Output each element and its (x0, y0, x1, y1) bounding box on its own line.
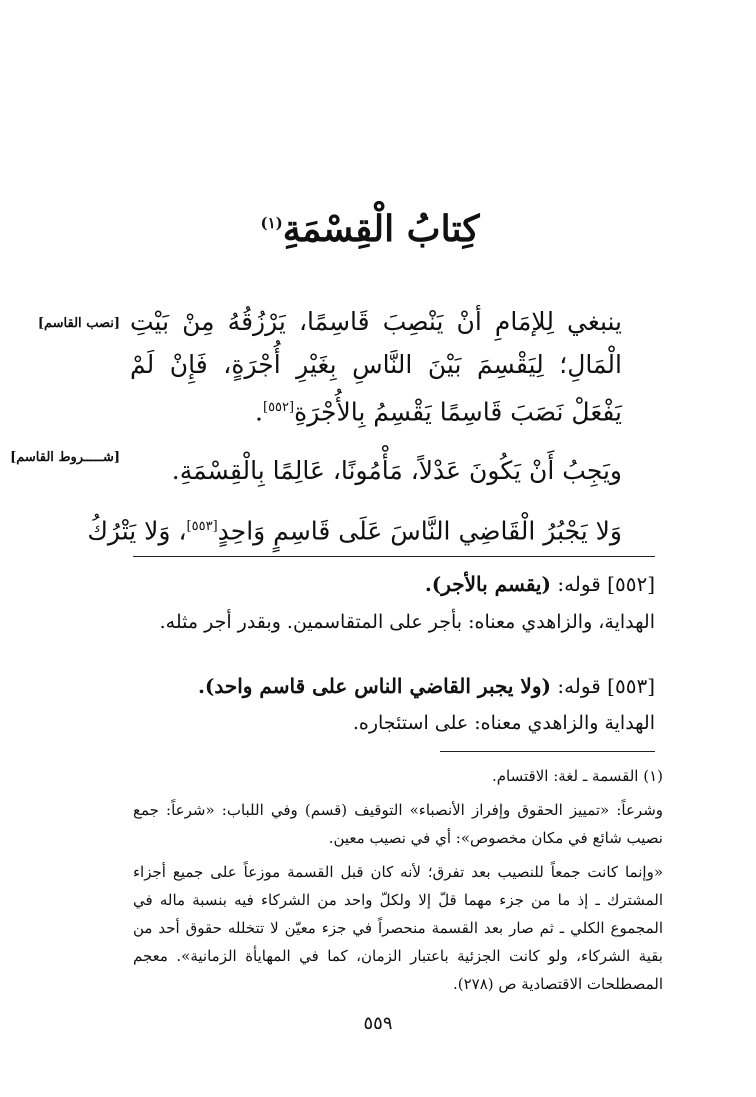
commentary-prefix: قوله: (557, 572, 601, 596)
title-text: كِتابُ الْقِسْمَةِ (282, 208, 480, 250)
paragraph-appointing-divider (130, 300, 622, 433)
footnote-divider (440, 751, 655, 752)
footnote-1-definition: (١) القسمة ـ لغة: الاقتسام. (492, 767, 663, 785)
paragraph-text: ينبغي لِلإمَامِ أنْ يَنْصِبَ قَاسِمًا، يَرْزُقُهُ مِنْ بَيْتِ الْمَالِ؛ لِيَقْسِمَ بَيْنَ النَّاسِ بِغَيْرِ أُجْرَةٍ، فَإِنْ لَمْ يَفْعَلْ نَصَبَ قَاسِمًا يَقْسِمُ بِالأُجْرَةِ (130, 307, 622, 427)
commentary-heading-552 (133, 568, 655, 600)
paragraph-text: وَلا يَجْبُرُ الْقَاضِي النَّاسَ عَلَى قَاسِمٍ وَاحِدٍ (217, 516, 622, 546)
paragraph-divider-conditions: ويَجِبُ أَنْ يَكُونَ عَدْلاً، مَأْمُونًا، عَالِمًا بِالْقِسْمَةِ. (171, 456, 622, 485)
commentary-heading-553 (133, 670, 655, 702)
paragraph-tail: ، وَلا يَتْرُكُ (87, 516, 187, 546)
commentary-body-553: الهداية والزاهدي معناه: على استئجاره. (352, 712, 655, 734)
commentary-ref: [٥٥٢] (263, 400, 295, 415)
margin-note-appointing-divider: [نصب القاسم] (37, 316, 120, 331)
commentary-prefix: قوله: (557, 674, 601, 698)
commentary-ref: [٥٥٣] (186, 519, 218, 534)
paragraph-no-compulsion (87, 505, 622, 553)
commentary-number: [٥٥٢] (607, 572, 655, 596)
page-number: ٥٥٩ (363, 1013, 393, 1034)
title-footnote-marker: (١) (260, 214, 283, 232)
commentary-body-552: الهداية، والزاهدي معناه: بأجر على المتقاسمين. وبقدر أجر مثله. (159, 611, 655, 633)
margin-note-divider-conditions: [شـــــروط القاسم] (10, 450, 120, 465)
commentary-number: [٥٥٣] (607, 674, 655, 698)
text-divider (133, 556, 655, 557)
commentary-quote: (يقسم بالأجر). (424, 572, 551, 596)
book-title (150, 208, 590, 250)
paragraph-end: . (255, 397, 263, 427)
footnote-1-legal-definition: وشرعاً: «تمييز الحقوق وإفراز الأنصباء» التوقيف (قسم) وفي اللباب: «شرعاً: جمع نصيب شائع في مكان مخصوص»: أي في نصيب معين. (133, 801, 663, 847)
footnote-1-explanation: «وإنما كانت جمعاً للنصيب بعد تفرق؛ لأنه كان قبل القسمة موزعاً على جميع أجزاء المشترك ـ إذ ما من جزء مهما قلّ إلا ولكلّ واحد من الشركاء فيه بنسبة ماله في المجموع الكلي ـ ثم صار بعد القسمة منحصراً في جزء معيّن لا تتخلله حقوق أحد من بقية الشركاء، ولو كانت الجزئية باعتبار الزمان، كما في المهايأة الزمانية». معجم المصطلحات الاقتصادية ص (٢٧٨). (133, 863, 663, 993)
commentary-quote: (ولا يجبر القاضي الناس على قاسم واحد). (197, 674, 551, 698)
